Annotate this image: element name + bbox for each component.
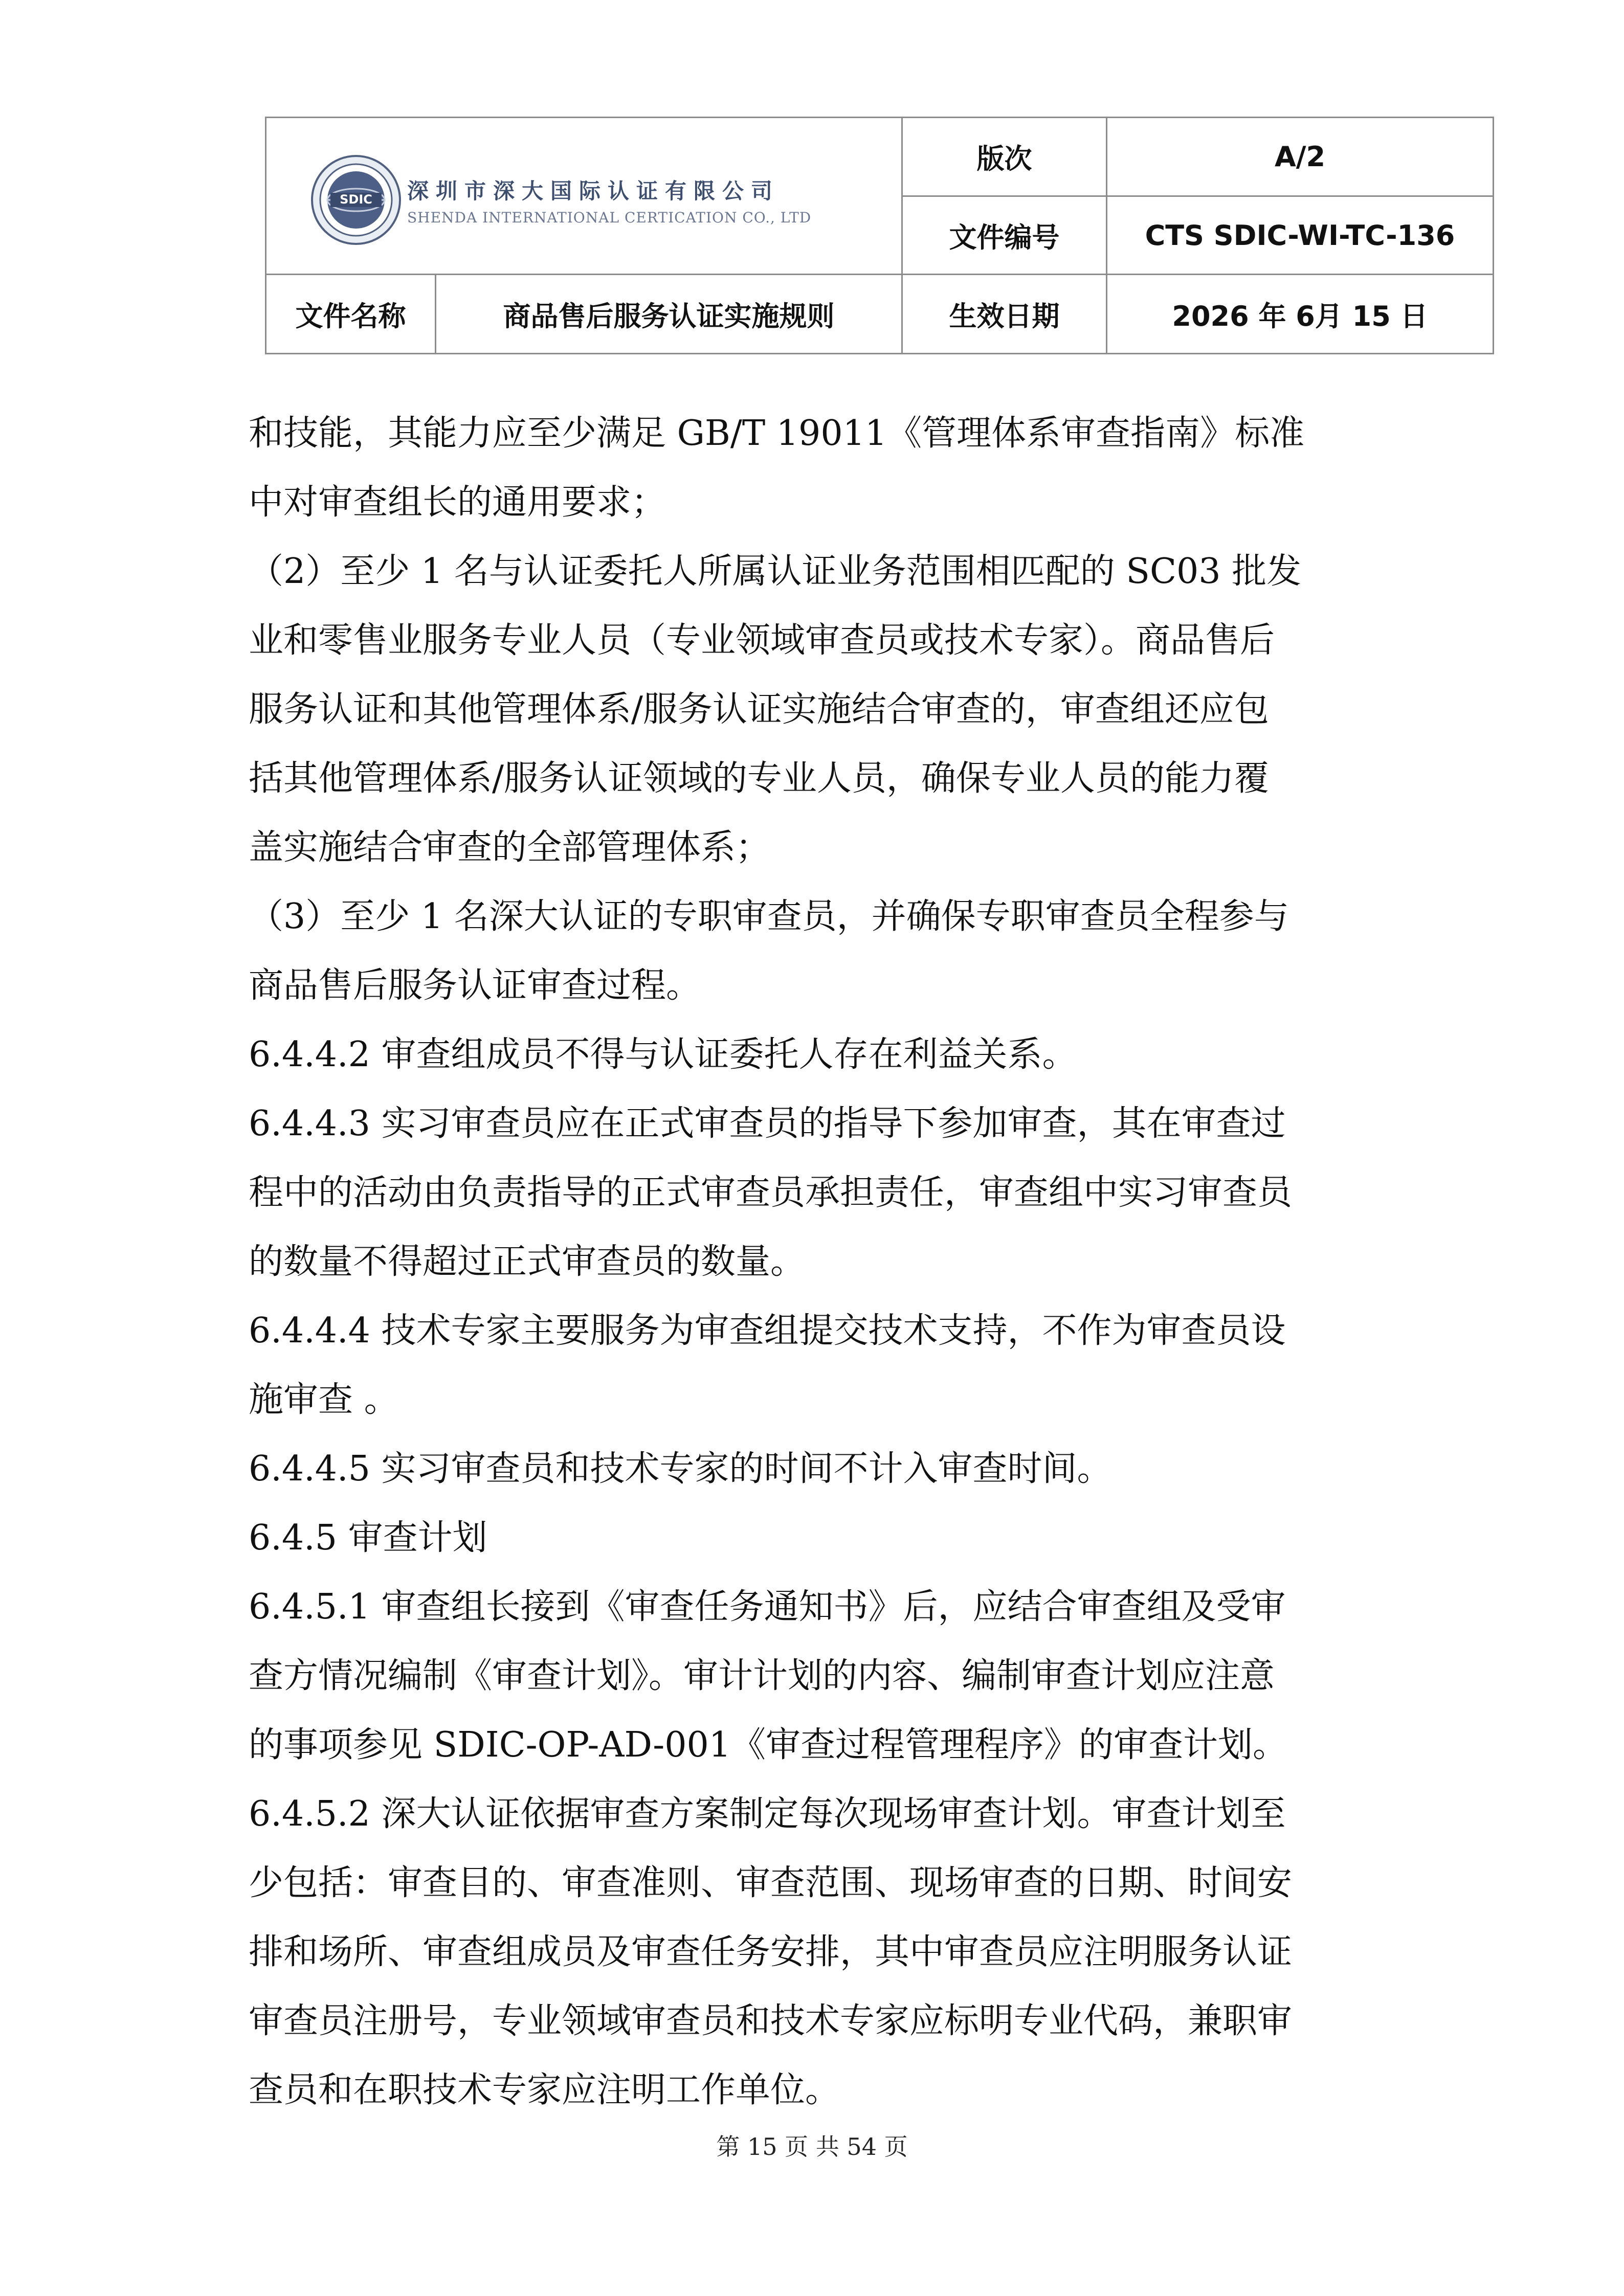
body-line: （2）至少 1 名与认证委托人所属认证业务范围相匹配的 SC03 批发 <box>249 551 1302 592</box>
document-body <box>249 399 1394 2125</box>
body-line: 盖实施结合审查的全部管理体系； <box>249 827 771 868</box>
body-line: 服务认证和其他管理体系/服务认证实施结合审查的，审查组还应包 <box>249 689 1269 730</box>
company-logo <box>310 154 811 246</box>
body-line: （3）至少 1 名深大认证的专职审查员，并确保专职审查员全程参与 <box>249 896 1289 937</box>
body-line: 商品售后服务认证审查过程。 <box>249 965 701 1006</box>
document-header-table <box>265 117 1494 354</box>
doc-number-value: CTS SDIC-WI-TC-136 <box>1107 196 1494 275</box>
body-line: 的事项参见 SDIC-OP-AD-001《审查过程管理程序》的审查计划。 <box>249 1725 1288 1765</box>
effective-date-value: 2026 年 6月 15 日 <box>1107 275 1494 354</box>
body-line: 查方情况编制《审查计划》。审计计划的内容、编制审查计划应注意 <box>249 1656 1275 1696</box>
body-line: 6.4.5.1 审查组长接到《审查任务通知书》后，应结合审查组及受审 <box>249 1587 1286 1627</box>
body-line: 6.4.5.2 深大认证依据审查方案制定每次现场审查计划。审查计划至 <box>249 1794 1286 1834</box>
body-line: 6.4.4.3 实习审查员应在正式审查员的指导下参加审查，其在审查过 <box>249 1104 1286 1144</box>
body-line: 查员和在职技术专家应注明工作单位。 <box>249 2070 840 2110</box>
svg-text:SDIC: SDIC <box>340 192 372 207</box>
body-line: 6.4.4.5 实习审查员和技术专家的时间不计入审查时间。 <box>249 1449 1112 1489</box>
body-line: 6.4.4.2 审查组成员不得与认证委托人存在利益关系。 <box>249 1034 1077 1075</box>
body-line: 程中的活动由负责指导的正式审查员承担责任，审查组中实习审查员 <box>249 1173 1293 1213</box>
body-line: 中对审查组长的通用要求； <box>249 482 666 523</box>
body-line: 括其他管理体系/服务认证领域的专业人员，确保专业人员的能力覆 <box>249 758 1269 799</box>
body-line: 少包括：审查目的、审查准则、审查范围、现场审查的日期、时间安 <box>249 1863 1293 1903</box>
body-line: 审查员注册号，专业领域审查员和技术专家应标明专业代码，兼职审 <box>249 2001 1293 2041</box>
doc-name-label: 文件名称 <box>266 275 436 354</box>
body-line: 6.4.5 审查计划 <box>249 1518 487 1558</box>
body-line: 排和场所、审查组成员及审查任务安排，其中审查员应注明服务认证 <box>249 1932 1293 1972</box>
company-name-en: SHENDA INTERNATIONAL CERTICATION CO., LTD <box>407 209 812 226</box>
body-line: 施审查 。 <box>249 1380 399 1420</box>
company-logo-cell <box>266 118 902 275</box>
body-line: 和技能，其能力应至少满足 GB/T 19011《管理体系审查指南》标准 <box>249 413 1305 454</box>
body-line: 的数量不得超过正式审查员的数量。 <box>249 1242 806 1282</box>
body-line: 6.4.4.4 技术专家主要服务为审查组提交技术支持，不作为审查员设 <box>249 1311 1286 1351</box>
company-name-cn: 深圳市深大国际认证有限公司 <box>407 178 780 204</box>
body-line: 业和零售业服务专业人员（专业领域审查员或技术专家）。商品售后 <box>249 620 1275 661</box>
doc-number-label: 文件编号 <box>902 196 1107 275</box>
doc-name-value: 商品售后服务认证实施规则 <box>436 275 902 354</box>
page-number: 第 15 页 共 54 页 <box>716 2133 908 2160</box>
version-value: A/2 <box>1107 118 1494 196</box>
version-label: 版次 <box>902 118 1107 196</box>
effective-date-label: 生效日期 <box>902 275 1107 354</box>
company-seal-icon <box>310 154 402 246</box>
